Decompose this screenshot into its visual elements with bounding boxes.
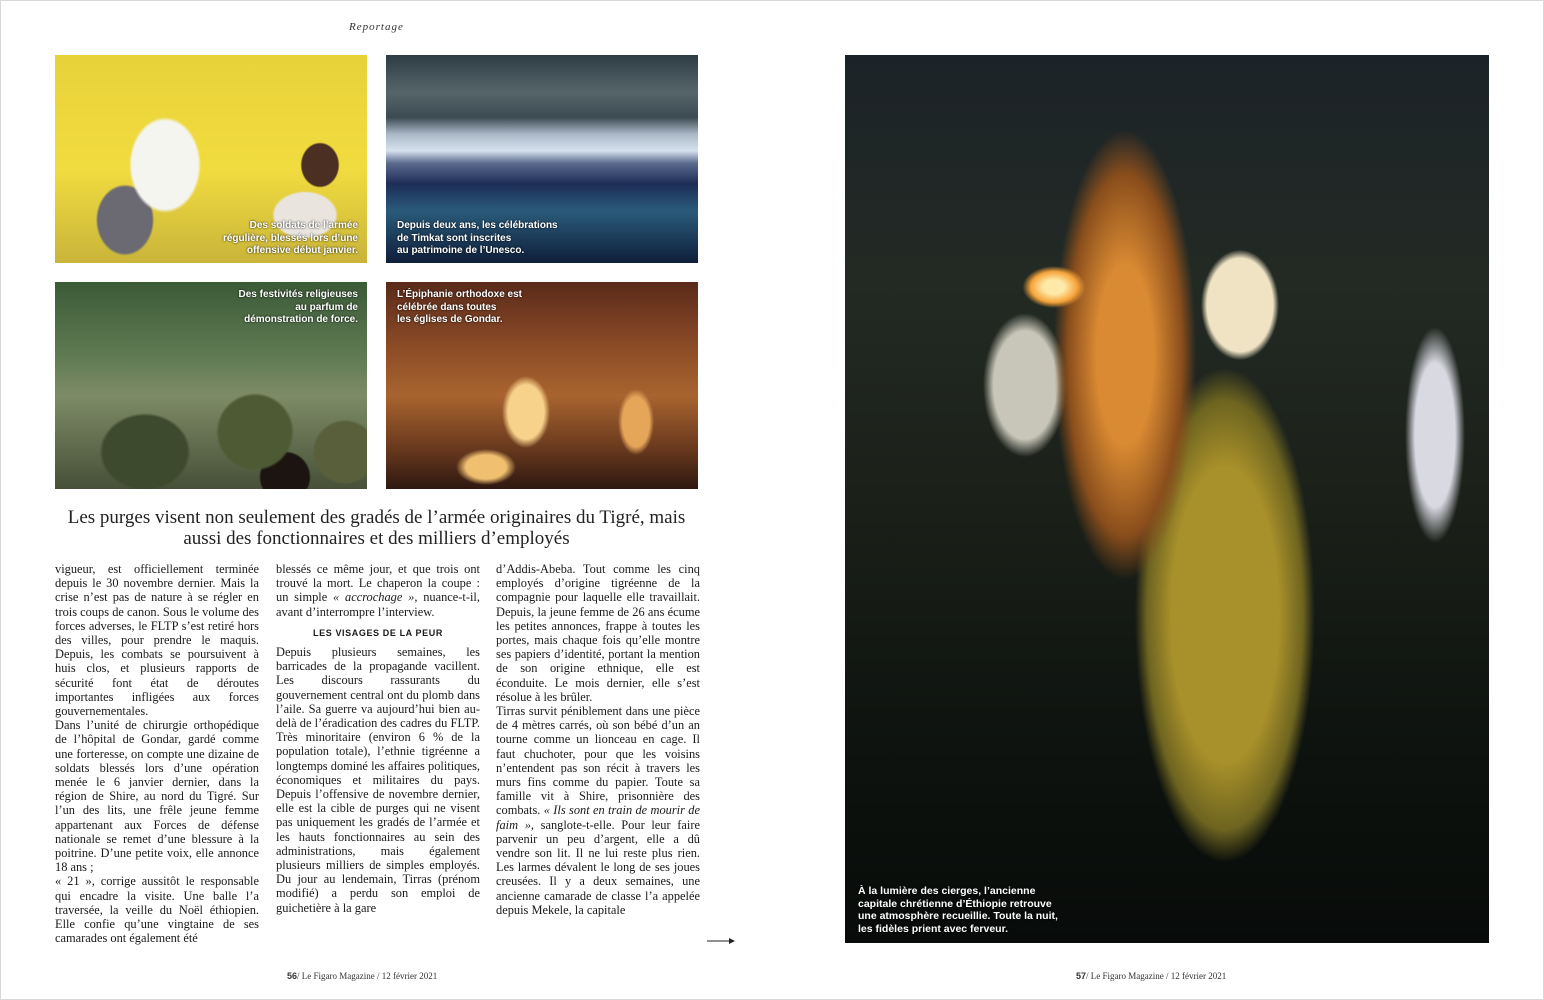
- paragraph: « 21 », corrige aussitôt le responsable qui encadre la visite. Une balle l’a traversée, la veille du Noël éthiopien. Elle confie qu’une vingtaine de ses camarades ont également été: [55, 874, 259, 946]
- paragraph: d’Addis-Abeba. Tout comme les cinq employés d’origine tigréenne de la compagnie pour laquelle elle travaillait. Depuis, la jeune femme de 26 ans écume les petites annonces, frappe à toutes les portes, mais chaque fois qu’elle montre ses papiers d’identité, portant la mention de son origine ethnique, elle est éconduite. Le mois dernier, elle s’est résolue à les brûler.: [496, 562, 700, 704]
- article-column-3: [496, 562, 700, 917]
- church-interior-photo: [386, 282, 698, 489]
- page-footer-right: 57/ Le Figaro Magazine / 12 février 2021: [1076, 971, 1227, 981]
- paragraph: Depuis plusieurs semaines, les barricades de la propagande vacillent. Les discours rassurants du gouvernement central ont du plomb dans l’aile. Sa guerre va aujourd’hui bien au-delà de l’éradication des cadres du FLTP. Très minoritaire (environ 6 % de la population totale), l’ethnie tigréenne a longtemps dominé les affaires politiques, économiques et militaires du pays. Depuis l’offensive de novembre dernier, elle est la cible de purges qui ne visent pas uniquement les gradés de l’armée et les hauts fonctionnaires au sein des administrations, mais également plusieurs milliers de simples employés. Du jour au lendemain, Tirras (prénom modifié) a perdu son emploi de guichetière à la gare: [276, 645, 480, 915]
- soldiers-photo: [55, 282, 367, 489]
- section-label: Reportage: [349, 21, 404, 33]
- photo-caption: Des soldats de l’armée régulière, blessés lors d’une offensive début janvier.: [222, 220, 358, 256]
- subheading: LES VISAGES DE LA PEUR: [313, 627, 443, 638]
- candle-prayer-photo: [845, 55, 1489, 943]
- paragraph: blessés ce même jour, et que trois ont trouvé la mort. Le chaperon la coupe : un simple « accrochage », nuance-t-il, avant d’interrompre l’interview.: [276, 562, 480, 619]
- paragraph: Dans l’unité de chirurgie orthopédique de l’hôpital de Gondar, gardé comme une forteresse, on compte une dizaine de soldats blessés lors d’une opération menée le 6 janvier dernier, dans la région de Shire, au nord du Tigré. Sur l’un des lits, une frêle jeune femme appartenant aux Forces de défense nationale se remet d’une blessure à la poitrine. D’une petite voix, elle annonce 18 ans ;: [55, 718, 259, 875]
- photo-caption: À la lumière des cierges, l’ancienne capitale chrétienne d’Éthiopie retrouve une atmosphère recueillie. Toute la nuit, les fidèles prient avec ferveur.: [858, 885, 1058, 935]
- paragraph: vigueur, est officiellement terminée depuis le 30 novembre dernier. Mais la crise n’est pas de nature à se régler en trois coups de canon. Sous le volume des forces adverses, le FLTP s’est retiré hors des villes, pour prendre le maquis. Depuis, les combats se poursuivent à huis clos, et plusieurs rapports de sécurité font état de déroutes importantes infligées aux forces gouvernementales.: [55, 562, 259, 719]
- photo-caption: Depuis deux ans, les célébrations de Timkat sont inscrites au patrimoine de l’Unesco.: [397, 220, 558, 256]
- paragraph: Tirras survit péniblement dans une pièce de 4 mètres carrés, où son bébé d’un an tourne comme un lionceau en cage. Il faut chuchoter, pour que les voisins n’entendent pas son récit à travers les murs fins comme du papier. Toute sa famille vit à Shire, prisonnière des combats. « Ils sont en train de mourir de faim », sanglote-t-elle. Pour leur faire parvenir un peu d’argent, elle a dû vendre son lit. Il ne lui reste plus rien. Les larmes dévalent le long de ses joues creusées. Il y a deux semaines, une ancienne camarade de classe l’a appelée depuis Mekele, la capitale: [496, 704, 700, 917]
- photo-caption: L’Épiphanie orthodoxe est célébrée dans toutes les églises de Gondar.: [397, 289, 523, 325]
- article-column-2: [276, 562, 480, 915]
- pull-quote: Les purges visent non seulement des gradés de l’armée originaires du Tigré, mais aussi des fonctionnaires et des milliers d’employés: [67, 507, 686, 549]
- page-footer-left: 56/ Le Figaro Magazine / 12 février 2021: [287, 971, 438, 981]
- hospital-photo: [55, 55, 367, 263]
- photo-caption: Des festivités religieuses au parfum de démonstration de force.: [238, 289, 358, 325]
- page-number: 56: [287, 971, 298, 981]
- page-number: 57: [1076, 971, 1087, 981]
- article-column-1: [55, 562, 259, 945]
- continue-arrow-icon: [706, 936, 736, 946]
- timkat-pool-photo: [386, 55, 698, 263]
